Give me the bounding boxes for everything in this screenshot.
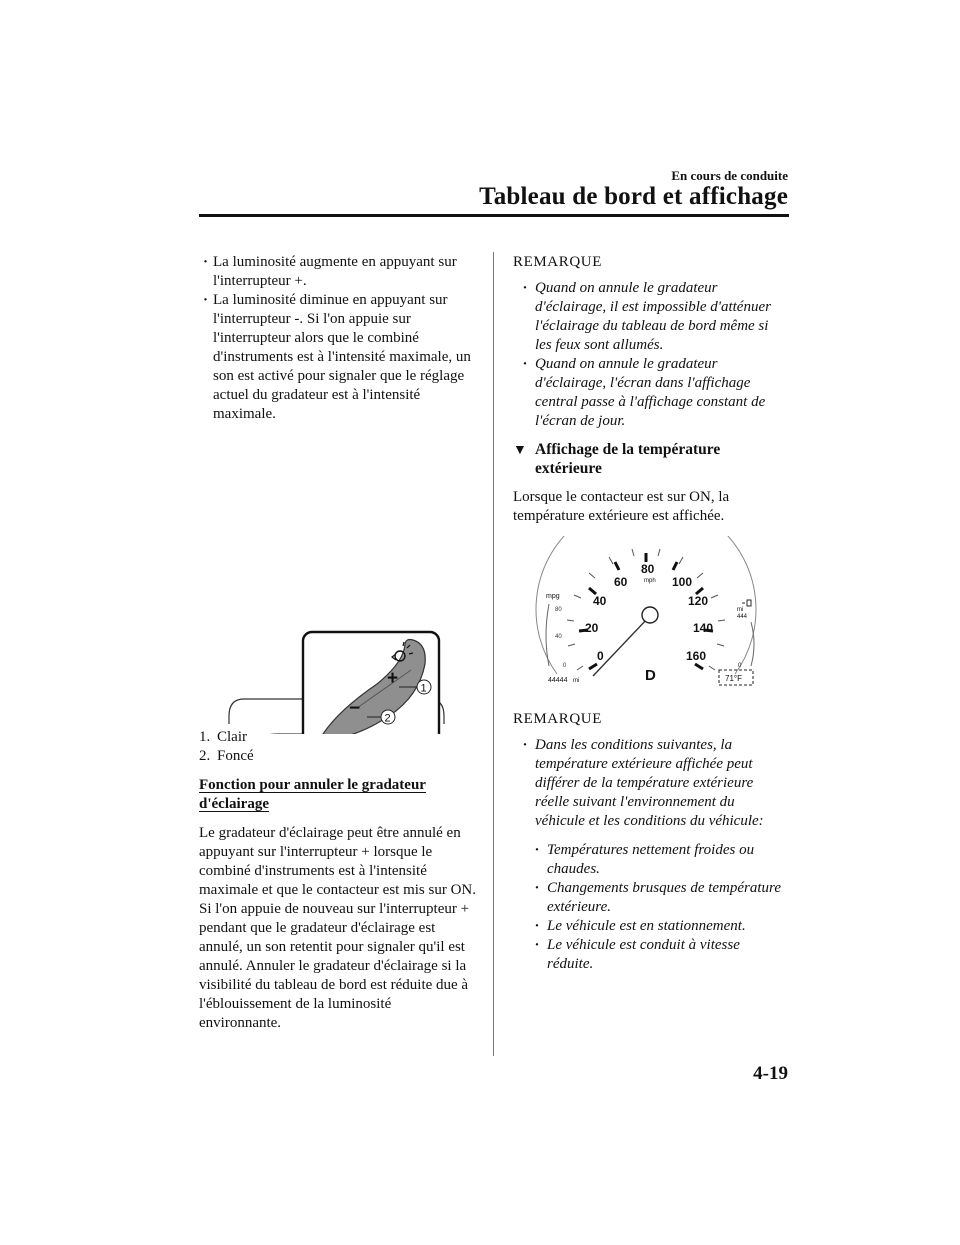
section-heading-text: Affichage de la température extérieure [535, 441, 721, 477]
note-sublist [513, 841, 783, 974]
note-bullet [513, 355, 783, 431]
right-column [513, 253, 783, 974]
temperature-value: 71°F [725, 674, 742, 683]
left-column [199, 253, 477, 1033]
bullet-dot: · [523, 737, 527, 753]
speedometer-illustration [513, 536, 783, 686]
gear-indicator: D [645, 667, 656, 684]
legend-item [199, 728, 477, 747]
dimmer-switch-figure [199, 434, 477, 734]
range-value: 444 [737, 614, 748, 620]
mph-unit: mph [644, 578, 656, 584]
speed-label: 0 [597, 649, 604, 663]
legend-item [199, 747, 477, 766]
subheading: Fonction pour annuler le gradateur d'éclairage [199, 777, 426, 812]
note-sub-text: Le véhicule est conduit à vitesse réduite. [547, 937, 740, 972]
gauge-needle [593, 618, 648, 676]
bullet-dot: · [535, 880, 539, 896]
note-text: Quand on annule le gradateur d'éclairage, il est impossible d'atténuer l'éclairage du tableau de bord même si les feux sont allumés. [535, 280, 771, 353]
note-label: REMARQUE [513, 254, 602, 270]
range-scale [751, 622, 754, 666]
bullet-dot: · [523, 356, 527, 372]
mi-label: mi [737, 607, 744, 613]
fuel-pump-icon [742, 600, 751, 606]
bullet-dot: · [535, 918, 539, 934]
mpg-label: mpg [546, 593, 560, 600]
chapter-title: Tableau de bord et affichage [479, 183, 788, 210]
bullet-dot: · [203, 254, 209, 270]
note-sub-text: Changements brusques de température extérieure. [547, 880, 781, 915]
legend-number: 1. [199, 729, 211, 745]
mpg-tick: 40 [555, 634, 562, 640]
minus-label: − [349, 698, 361, 719]
bullet-dot: · [535, 937, 539, 953]
note-bullet [513, 736, 783, 831]
odometer-unit: mi [573, 678, 580, 684]
odometer-value: 44444 [548, 677, 568, 684]
note-sub-item [513, 879, 783, 917]
dimmer-switch-illustration [199, 434, 477, 734]
speed-label: 20 [585, 621, 599, 635]
note-sub-item [513, 841, 783, 879]
note-sub-item [513, 936, 783, 974]
speed-label: 160 [686, 649, 707, 663]
note-text: Quand on annule le gradateur d'éclairage, l'écran dans l'affichage central passe à l'affichage constant de l'écran de jour. [535, 356, 766, 429]
speed-label: 80 [641, 562, 655, 576]
note-text: Dans les conditions suivantes, la température extérieure affichée peut différer de la température extérieure réelle suivant l'environnement du véhicule et les conditions du véhicule: [535, 737, 764, 829]
body-paragraph: Lorsque le contacteur est sur ON, la température extérieure est affichée. [513, 489, 730, 524]
callout-1-number: 1 [420, 682, 427, 695]
bullet-item [199, 253, 477, 291]
legend-text: Foncé [217, 748, 254, 764]
speedometer-figure [513, 536, 783, 692]
speed-label: 60 [614, 575, 628, 589]
bullet-text: La luminosité diminue en appuyant sur l'interrupteur -. Si l'on appuie sur l'interrupteur alors que le combiné d'instruments est à l'intensité maximale, un son est activé pour signaler que le réglage actuel du gradateur est à l'intensité maximale. [213, 292, 471, 422]
range-zero: 0 [738, 663, 742, 669]
page-number: 4-19 [753, 1063, 788, 1084]
needle-hub [642, 607, 658, 623]
triangle-down-icon: ▼ [513, 443, 527, 458]
note-sub-item [513, 917, 783, 936]
note-sub-text: Le véhicule est en stationnement. [547, 918, 746, 934]
section-label: En cours de conduite [671, 168, 788, 183]
callout-2-number: 2 [384, 712, 391, 725]
bullet-dot: · [523, 280, 527, 296]
header-rule [199, 214, 789, 217]
plus-label: + [387, 668, 399, 689]
column-divider [493, 252, 494, 1056]
legend-number: 2. [199, 748, 211, 764]
speed-label: 100 [672, 575, 693, 589]
bullet-dot: · [535, 842, 539, 858]
note-label: REMARQUE [513, 711, 602, 727]
speed-label: 40 [593, 594, 607, 608]
bullet-item [199, 291, 477, 424]
bullet-text: La luminosité augmente en appuyant sur l'interrupteur +. [213, 254, 457, 289]
figure-legend [199, 728, 477, 766]
note-bullet [513, 279, 783, 355]
mpg-tick: 0 [563, 663, 567, 669]
speed-label: 140 [693, 621, 714, 635]
bullet-dot: · [203, 292, 209, 308]
speed-label: 120 [688, 594, 709, 608]
mpg-tick: 80 [555, 607, 562, 613]
legend-text: Clair [217, 729, 247, 745]
note-sub-text: Températures nettement froides ou chaudes. [547, 842, 755, 877]
section-heading [513, 440, 783, 478]
body-paragraph: Le gradateur d'éclairage peut être annulé en appuyant sur l'interrupteur + lorsque le combiné d'instruments est à l'intensité maximale et que le contacteur est mis sur ON. Si l'on appuie de nouveau sur l'interrupteur + pendant que le gradateur d'éclairage est annulé, un son retentit pour signaler qu'il est annulé. Annuler le gradateur d'éclairage si la visibilité du tableau de bord est réduite due à l'éblouissement de la luminosité environnante. [199, 825, 476, 1031]
